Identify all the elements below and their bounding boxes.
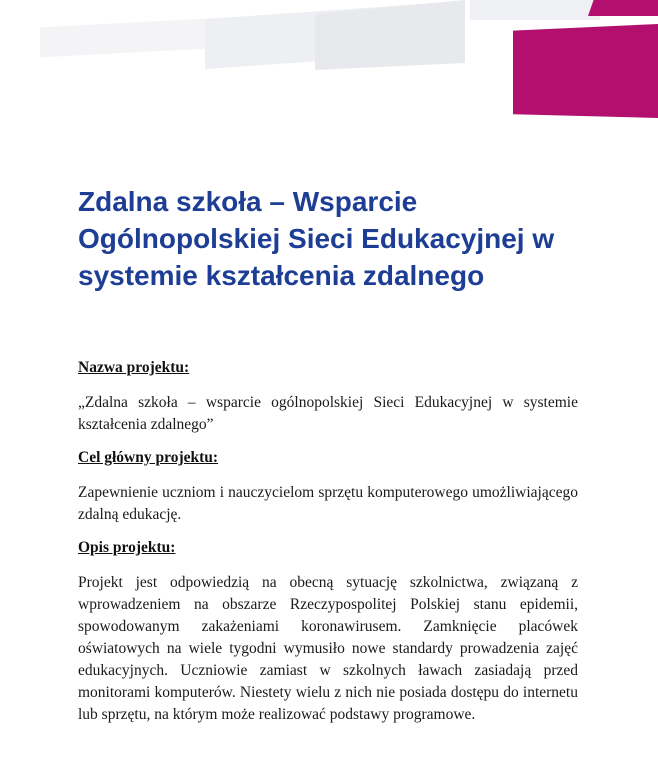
document-title: Zdalna szkoła – Wsparcie Ogólnopolskiej Sieci Edukacyjnej w systemie kształcenia zdalnego — [78, 186, 555, 291]
section-heading: Opis projektu: — [78, 539, 176, 556]
section-text: „Zdalna szkoła – wsparcie ogólnopolskiej Sieci Edukacyjnej w systemie kształcenia zdalnego” — [78, 394, 578, 433]
section-project-name — [78, 358, 578, 436]
header-stripe-gray — [470, 0, 600, 20]
section-heading: Nazwa projektu: — [78, 359, 190, 376]
section-project-description — [78, 538, 578, 726]
section-heading: Cel główny projektu: — [78, 449, 219, 466]
header-stripe-magenta — [588, 0, 658, 16]
section-text: Projekt jest odpowiedzią na obecną sytuację szkolnictwa, związaną z wprowadzeniem na obszarze Rzeczypospolitej Polskiej stanu epidemii, spowodowanym zakażeniami koronawirusem. Zamknięcie placówek oświatowych na wiele tygodni wymusiło nowe standardy prowadzenia zajęć edukacyjnych. Uczniowie zamiast w szkolnych ławach zasiadają przed monitorami komputerów. Niestety wielu z nich nie posiada dostępu do internetu lub sprzętu, na którym może realizować podstawy programowe. — [78, 574, 578, 723]
section-text: Zapewnienie uczniom i nauczycielom sprzętu komputerowego umożliwiającego zdalną edukację. — [78, 484, 578, 523]
section-main-goal — [78, 448, 578, 526]
header-block-magenta — [513, 24, 658, 118]
